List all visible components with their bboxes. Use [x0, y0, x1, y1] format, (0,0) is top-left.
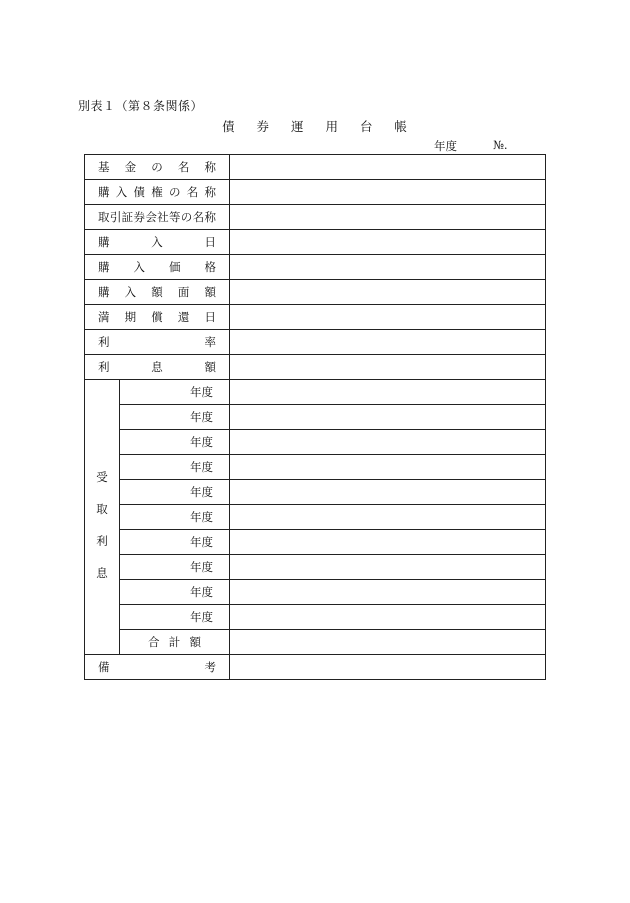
- label-char: 額: [189, 635, 201, 649]
- label-char: 合: [148, 635, 160, 649]
- label-char: 還: [177, 310, 190, 324]
- label-char: 債: [133, 185, 145, 199]
- label-char: 取: [96, 502, 108, 516]
- interest-total-row: [85, 630, 546, 655]
- label-char: 会: [145, 210, 157, 224]
- interest-year-row: [85, 580, 546, 605]
- row-label: [85, 155, 230, 180]
- value-cell[interactable]: [230, 530, 546, 555]
- remarks-row: [85, 655, 546, 680]
- value-cell[interactable]: [230, 155, 546, 180]
- row-label-text: [98, 359, 216, 375]
- label-char: 額: [151, 285, 163, 299]
- label-char: の: [151, 160, 163, 174]
- row-label-text: [98, 209, 216, 225]
- label-char: 額: [204, 360, 216, 374]
- label-char: 基: [98, 160, 110, 174]
- label-char: 利: [98, 360, 110, 374]
- ledger-row: [85, 355, 546, 380]
- label-char: 称: [204, 210, 216, 224]
- row-label: [85, 180, 230, 205]
- label-char: 購: [98, 260, 110, 274]
- label-char: 息: [151, 360, 163, 374]
- row-label-text: [98, 334, 216, 350]
- label-char: 利: [98, 335, 110, 349]
- interest-year-row: [85, 530, 546, 555]
- value-cell[interactable]: [230, 430, 546, 455]
- value-cell[interactable]: [230, 480, 546, 505]
- row-label-text: [98, 234, 216, 250]
- interest-year-row: [85, 380, 546, 405]
- label-char: 入: [151, 235, 163, 249]
- label-char: 価: [169, 260, 181, 274]
- label-char: 権: [151, 185, 163, 199]
- value-cell[interactable]: [230, 605, 546, 630]
- label-char: 券: [133, 210, 145, 224]
- value-cell[interactable]: [230, 230, 546, 255]
- label-char: 等: [168, 210, 181, 224]
- ledger-row: [85, 180, 546, 205]
- remarks-label-text: [98, 659, 216, 675]
- fiscal-year-cell: 年度: [120, 455, 230, 480]
- ledger-row: [85, 205, 546, 230]
- row-label: [85, 280, 230, 305]
- label-char: 息: [96, 566, 108, 580]
- label-char: 入: [133, 260, 145, 274]
- ledger-row: [85, 305, 546, 330]
- bond-ledger-table: [84, 154, 546, 680]
- ledger-row: [85, 230, 546, 255]
- value-cell[interactable]: [230, 655, 546, 680]
- label-char: 率: [204, 335, 216, 349]
- value-cell[interactable]: [230, 630, 546, 655]
- received-interest-label: [85, 380, 120, 655]
- interest-year-row: [85, 455, 546, 480]
- label-char: 称: [204, 160, 216, 174]
- label-char: 満: [98, 310, 110, 324]
- label-char: 名: [177, 160, 190, 174]
- label-char: の: [180, 210, 193, 224]
- label-char: 社: [157, 210, 169, 224]
- value-cell[interactable]: [230, 380, 546, 405]
- row-label-text: [98, 159, 216, 175]
- value-cell[interactable]: [230, 305, 546, 330]
- interest-year-row: [85, 555, 546, 580]
- value-cell[interactable]: [230, 180, 546, 205]
- document-title: 債 券 運 用 台 帳: [222, 119, 416, 134]
- label-char: 引: [109, 210, 122, 224]
- value-cell[interactable]: [230, 330, 546, 355]
- label-char: 額: [204, 285, 216, 299]
- label-char: 金: [124, 160, 137, 174]
- value-cell[interactable]: [230, 280, 546, 305]
- label-char: 購: [98, 285, 110, 299]
- interest-year-row: [85, 480, 546, 505]
- label-char: 入: [124, 285, 137, 299]
- remarks-label: [85, 655, 230, 680]
- value-cell[interactable]: [230, 505, 546, 530]
- label-char: 名: [192, 210, 205, 224]
- ledger-row: [85, 280, 546, 305]
- label-char: の: [169, 185, 181, 199]
- interest-year-row: [85, 605, 546, 630]
- ledger-row: [85, 155, 546, 180]
- label-char: 入: [115, 185, 128, 199]
- number-label: №.: [493, 138, 508, 152]
- fiscal-year-cell: 年度: [120, 580, 230, 605]
- label-char: 購: [98, 185, 110, 199]
- label-char: 備: [98, 660, 110, 674]
- fiscal-year-cell: 年度: [120, 605, 230, 630]
- row-label: [85, 230, 230, 255]
- row-label: [85, 205, 230, 230]
- fiscal-year-cell: 年度: [120, 530, 230, 555]
- label-char: 日: [204, 235, 216, 249]
- value-cell[interactable]: [230, 555, 546, 580]
- fiscal-year-cell: 年度: [120, 430, 230, 455]
- row-label-text: [98, 184, 216, 200]
- label-char: 利: [96, 534, 108, 548]
- value-cell[interactable]: [230, 455, 546, 480]
- value-cell[interactable]: [230, 405, 546, 430]
- label-char: 購: [98, 235, 110, 249]
- label-char: 格: [204, 260, 216, 274]
- label-char: 称: [204, 185, 216, 199]
- label-char: 証: [121, 210, 134, 224]
- row-label-text: [98, 284, 216, 300]
- ledger-row: [85, 255, 546, 280]
- label-char: 日: [204, 310, 216, 324]
- fiscal-year-cell: 年度: [120, 380, 230, 405]
- label-char: 償: [151, 310, 163, 324]
- value-cell[interactable]: [230, 205, 546, 230]
- interest-year-row: [85, 430, 546, 455]
- label-char: 期: [124, 310, 137, 324]
- total-label: [120, 630, 230, 655]
- label-char: 受: [96, 470, 108, 484]
- row-label-text: [98, 259, 216, 275]
- fiscal-year-cell: 年度: [120, 555, 230, 580]
- row-label: [85, 330, 230, 355]
- label-char: 名: [186, 185, 199, 199]
- row-label: [85, 255, 230, 280]
- fiscal-year-cell: 年度: [120, 480, 230, 505]
- row-label: [85, 305, 230, 330]
- value-cell[interactable]: [230, 355, 546, 380]
- value-cell[interactable]: [230, 580, 546, 605]
- fiscal-year-cell: 年度: [120, 505, 230, 530]
- interest-year-row: [85, 505, 546, 530]
- total-label-text: [148, 634, 201, 650]
- row-label-text: [98, 309, 216, 325]
- row-label: [85, 355, 230, 380]
- ledger-row: [85, 330, 546, 355]
- label-char: 取: [98, 210, 110, 224]
- document-header: 別表１（第８条関係）: [78, 99, 204, 113]
- label-char: 面: [177, 285, 190, 299]
- fiscal-year-label: 年度: [434, 139, 457, 153]
- value-cell[interactable]: [230, 255, 546, 280]
- label-char: 計: [168, 635, 181, 649]
- label-char: 考: [204, 660, 216, 674]
- fiscal-year-cell: 年度: [120, 405, 230, 430]
- interest-year-row: [85, 405, 546, 430]
